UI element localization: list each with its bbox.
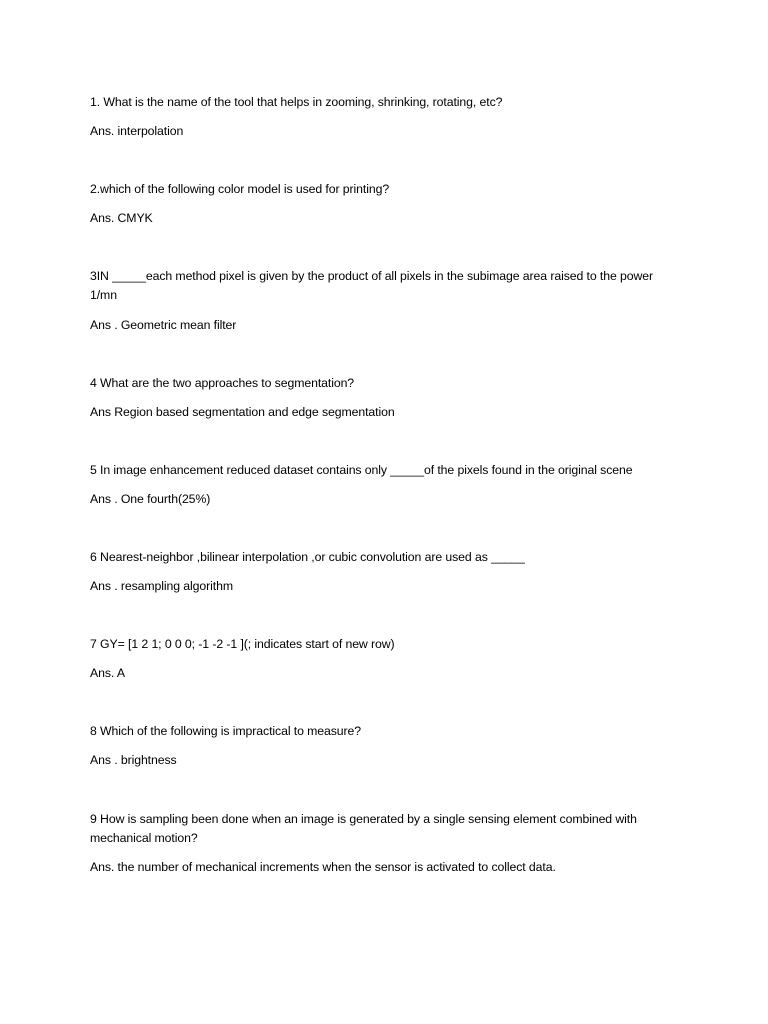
answer-6: Ans . resampling algorithm xyxy=(90,579,233,593)
answer-1: Ans. interpolation xyxy=(90,124,184,138)
answer-9: Ans. the number of mechanical increments when the sensor is activated to collect data. xyxy=(90,860,556,874)
question-8: 8 Which of the following is impractical to measure? xyxy=(90,724,362,738)
question-4: 4 What are the two approaches to segmentation? xyxy=(90,376,355,390)
answer-5: Ans . One fourth(25%) xyxy=(90,492,211,506)
answer-2: Ans. CMYK xyxy=(90,211,153,225)
question-9: 9 How is sampling been done when an image is generated by a single sensing element combined with mechanical motion? xyxy=(90,812,637,845)
question-3: 3IN _____each method pixel is given by the product of all pixels in the subimage area raised to the power 1/mn xyxy=(90,269,654,302)
answer-3: Ans . Geometric mean filter xyxy=(90,318,237,332)
question-5: 5 In image enhancement reduced dataset contains only _____of the pixels found in the original scene xyxy=(90,463,633,477)
answer-4: Ans Region based segmentation and edge segmentation xyxy=(90,405,395,419)
answer-8: Ans . brightness xyxy=(90,753,177,767)
question-2: 2.which of the following color model is used for printing? xyxy=(90,182,390,196)
answer-7: Ans. A xyxy=(90,666,125,680)
question-7: 7 GY= [1 2 1; 0 0 0; -1 -2 -1 ](; indicates start of new row) xyxy=(90,637,395,651)
question-6: 6 Nearest-neighbor ,bilinear interpolation ,or cubic convolution are used as _____ xyxy=(90,550,525,564)
question-1: 1. What is the name of the tool that helps in zooming, shrinking, rotating, etc? xyxy=(90,95,503,109)
